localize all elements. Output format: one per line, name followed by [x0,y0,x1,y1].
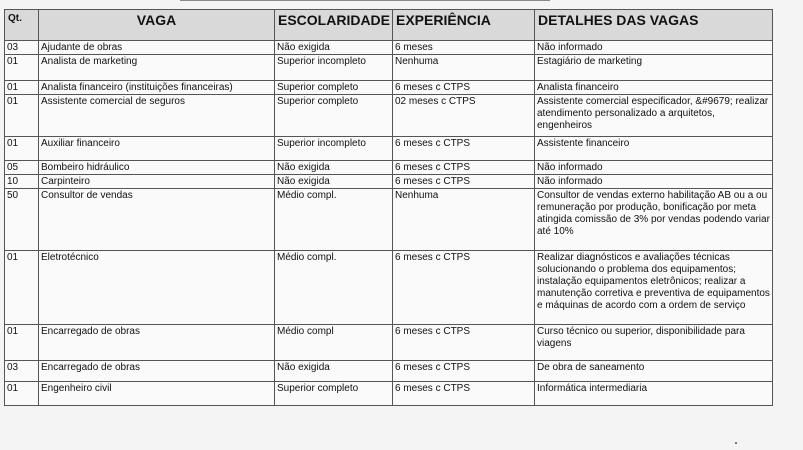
cell-escolaridade: Superior completo [275,382,393,406]
table-row [5,382,773,406]
cell-detalhes: Curso técnico ou superior, disponibilidade para viagens [535,325,773,361]
header-detalhes: DETALHES DAS VAGAS [535,10,773,41]
cell-detalhes: Assistente financeiro [535,137,773,161]
cell-qt: 01 [5,137,39,161]
header-vaga: VAGA [39,10,275,41]
cell-qt: 50 [5,189,39,251]
table-row [5,189,773,251]
header-experiencia: EXPERIÊNCIA [393,10,535,41]
job-vacancies-table [4,9,773,406]
cell-vaga: Carpinteiro [39,175,275,189]
cell-vaga: Eletrotécnico [39,251,275,325]
cell-qt: 01 [5,81,39,95]
cell-escolaridade: Médio compl. [275,189,393,251]
cell-experiencia: 6 meses c CTPS [393,175,535,189]
cell-experiencia: Nenhuma [393,55,535,81]
cell-escolaridade: Não exigida [275,361,393,382]
cell-escolaridade: Médio compl [275,325,393,361]
cell-vaga: Analista de marketing [39,55,275,81]
cell-experiencia: 6 meses c CTPS [393,137,535,161]
cell-detalhes: Não informado [535,161,773,175]
cell-vaga: Ajudante de obras [39,41,275,55]
cell-qt: 03 [5,361,39,382]
cell-qt: 03 [5,41,39,55]
cell-detalhes: Informática intermediaria [535,382,773,406]
table-row [5,175,773,189]
table-row [5,41,773,55]
cell-detalhes: Consultor de vendas externo habilitação AB ou a ou remuneração por produção, bonificação por meta atingida comissão de 3% por vendas podendo variar até 10% [535,189,773,251]
cell-experiencia: 6 meses c CTPS [393,361,535,382]
cell-qt: 01 [5,325,39,361]
cell-detalhes: De obra de saneamento [535,361,773,382]
cell-escolaridade: Médio compl. [275,251,393,325]
table-row [5,55,773,81]
cell-vaga: Encarregado de obras [39,361,275,382]
cell-escolaridade: Não exigida [275,41,393,55]
cell-detalhes: Não informado [535,175,773,189]
header-row [5,10,773,41]
cell-detalhes: Assistente comercial especificador, &#9679; realizar atendimento personalizado a arquitetos, engenheiros [535,95,773,137]
cell-experiencia: Nenhuma [393,189,535,251]
cell-vaga: Assistente comercial de seguros [39,95,275,137]
cell-escolaridade: Não exigida [275,175,393,189]
cell-experiencia: 6 meses c CTPS [393,81,535,95]
table-row [5,95,773,137]
top-rule [180,0,550,1]
cell-detalhes: Estagiário de marketing [535,55,773,81]
cell-experiencia: 6 meses c CTPS [393,251,535,325]
cell-experiencia: 6 meses [393,41,535,55]
cell-escolaridade: Não exigida [275,161,393,175]
table-row [5,251,773,325]
cell-experiencia: 6 meses c CTPS [393,161,535,175]
stray-dot [735,442,737,444]
table-row [5,137,773,161]
cell-vaga: Engenheiro civil [39,382,275,406]
cell-qt: 10 [5,175,39,189]
header-qt: Qt. [5,10,39,41]
cell-escolaridade: Superior completo [275,81,393,95]
table-row [5,325,773,361]
cell-experiencia: 6 meses c CTPS [393,325,535,361]
cell-qt: 01 [5,95,39,137]
cell-experiencia: 6 meses c CTPS [393,382,535,406]
cell-detalhes: Realizar diagnósticos e avaliações técnicas solucionando o problema dos equipamentos; instalação equipamentos eletrônicos; realizar a manutenção corretiva e preventiva de equipamentos e máquinas de acordo com a ordem de serviço [535,251,773,325]
cell-qt: 01 [5,382,39,406]
cell-escolaridade: Superior incompleto [275,55,393,81]
cell-vaga: Consultor de vendas [39,189,275,251]
cell-qt: 05 [5,161,39,175]
cell-vaga: Encarregado de obras [39,325,275,361]
table-row [5,361,773,382]
cell-qt: 01 [5,251,39,325]
cell-experiencia: 02 meses c CTPS [393,95,535,137]
header-escolaridade: ESCOLARIDADE [275,10,393,41]
cell-vaga: Bombeiro hidráulico [39,161,275,175]
cell-detalhes: Não informado [535,41,773,55]
cell-qt: 01 [5,55,39,81]
cell-vaga: Auxiliar financeiro [39,137,275,161]
cell-escolaridade: Superior incompleto [275,137,393,161]
table-row [5,81,773,95]
cell-escolaridade: Superior completo [275,95,393,137]
cell-vaga: Analista financeiro (instituições financeiras) [39,81,275,95]
table-row [5,161,773,175]
cell-detalhes: Analista financeiro [535,81,773,95]
